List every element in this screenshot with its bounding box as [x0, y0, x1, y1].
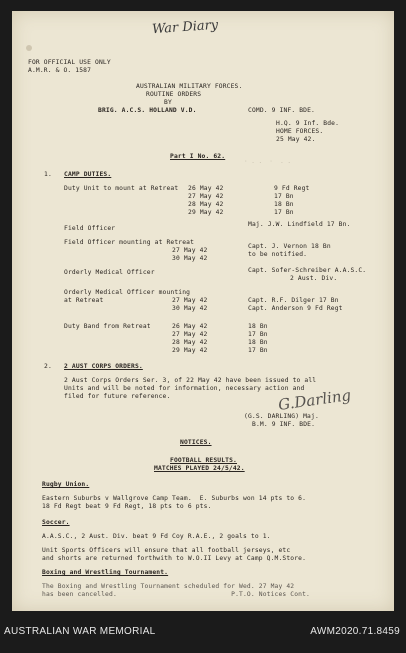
band-date: 28 May 42 [172, 339, 208, 346]
duty-unit-label: Duty Unit to mount at Retreat [64, 185, 179, 192]
section-title: 2 AUST CORPS ORDERS. [64, 363, 143, 370]
omo-unit: 2 Aust. Div. [290, 275, 338, 282]
omo-retreat-name: Capt. R.F. Dilger 17 Bn [248, 297, 339, 304]
duty-unit: 18 Bn [274, 201, 294, 208]
signatory-name: (G.S. DARLING) Maj. [244, 413, 319, 420]
section-title: CAMP DUTIES. [64, 171, 112, 178]
signature-handwritten: G.Darling [277, 385, 353, 415]
omo-value: Capt. Sofer-Schreiber A.A.S.C. [248, 267, 367, 274]
duty-date: 28 May 42 [188, 201, 224, 208]
fo-retreat-date: 30 May 42 [172, 255, 208, 262]
fo-retreat-name: to be notified. [248, 251, 308, 258]
boxing-line: has been cancelled. P.T.O. Notices Cont. [42, 591, 310, 598]
footer-accession-number: AWM2020.71.8459 [310, 626, 400, 637]
section-number: 1. [44, 171, 52, 178]
part-heading: Part I No. 62. [170, 153, 226, 160]
band-unit: 17 Bn [248, 331, 268, 338]
band-date: 26 May 42 [172, 323, 208, 330]
omo-retreat-label: Orderly Medical Officer mounting [64, 289, 191, 296]
rugby-line: 18 Fd Regt beat 9 Fd Regt, 18 pts to 6 pts. [42, 503, 212, 510]
fo-retreat-name: Capt. J. Vernon 18 Bn [248, 243, 331, 250]
band-unit: 18 Bn [248, 323, 268, 330]
duty-date: 26 May 42 [188, 185, 224, 192]
forces-line: HOME FORCES. [276, 128, 324, 135]
omo-label: Orderly Medical Officer [64, 269, 155, 276]
soccer-title: Soccer. [42, 519, 70, 526]
duty-unit: 17 Bn [274, 193, 294, 200]
rugby-title: Rugby Union. [42, 481, 90, 488]
commander-name: BRIG. A.C.S. HOLLAND V.D. [98, 107, 197, 114]
handwritten-title: War Diary [151, 17, 219, 38]
notices-heading: NOTICES. [180, 439, 212, 446]
soccer-line: and shorts are returned forthwith to W.O.II Levy at Camp Q.M.Store. [42, 555, 307, 562]
fo-retreat-date: 27 May 42 [172, 247, 208, 254]
signatory-title: B.M. 9 INF. BDE. [252, 421, 316, 428]
boxing-line: The Boxing and Wrestling Tournament scheduled for Wed. 27 May 42 [42, 583, 295, 590]
punch-hole [26, 45, 32, 51]
section-body-line: filed for future reference. [64, 393, 171, 400]
football-subheading: MATCHES PLAYED 24/5/42. [154, 465, 245, 472]
document-page: War Diary FOR OFFICIAL USE ONLY A.M.R. & O. 1587 AUSTRALIAN MILITARY FORCES. ROUTINE ORDERS BY BRIG. A.C.S. HOLLAND V.D. COMD. 9 INF. BDE. H.Q. 9 Inf. Bde. HOME FORCES. 25 May 42. Part I No. 62. · . . · . . 1. CAMP DUTIES. Duty Unit to mount at Retreat 26 May 42 9 Fd Regt 27 May 42 17 Bn 28 May 42 18 Bn 29 May 42 17 Bn Field Officer Maj. J.W. Lindfield 17 Bn. Field Officer mounting at Retreat 27 May 42 Capt. J. Vernon 18 Bn 30 May 42 to be notified. Orderly Medical Officer Capt. Sofer-Schreiber A.A.S.C. 2 Aust. Div. Orderly Medical Officer mounting at Retreat 27 May 42 Capt. R.F. Dilger 17 Bn 30 May 42 Capt. Anderson 9 Fd Regt Duty Band from Retreat 26 May 42 18 Bn 27 May 42 17 Bn 28 May 42 18 Bn 29 May 42 17 Bn 2. 2 AUST CORPS ORDERS. 2 Aust Corps Orders Ser. 3, of 22 May 42 have been issued to all Units and will be noted for information, necessary action and filed for future reference. G.Darling (G.S. DARLING) Maj. B.M. 9 INF. BDE. NOTICES. FOOTBALL RESULTS. MATCHES PLAYED 24/5/42. Rugby Union. Eastern Suburbs v Wallgrove Camp Team. E. Suburbs won 14 pts to 6. 18 Fd Regt beat 9 Fd Regt, 18 pts to 6 pts. Soccer. A.A.S.C., 2 Aust. Div. beat 9 Fd Coy R.A.E., 2 goals to 1. Unit Sports Officers will ensure that all football jerseys, etc and shorts are returned forthwith to W.O.II Levy at Camp Q.M.Store. Boxing and Wrestling Tournament. The Boxing and Wrestling Tournament scheduled for Wed. 27 May 42 has been cancelled. P.T.O. Notices Cont. [12, 11, 394, 611]
band-unit: 18 Bn [248, 339, 268, 346]
form-reference: A.M.R. & O. 1587 [28, 67, 92, 74]
soccer-line: Unit Sports Officers will ensure that all football jerseys, etc [42, 547, 291, 554]
band-date: 29 May 42 [172, 347, 208, 354]
boxing-title: Boxing and Wrestling Tournament. [42, 569, 169, 576]
order-date: 25 May 42. [276, 136, 316, 143]
band-unit: 17 Bn [248, 347, 268, 354]
footer-institution: AUSTRALIAN WAR MEMORIAL [4, 626, 156, 637]
footer-bar [0, 612, 406, 653]
duty-unit: 17 Bn [274, 209, 294, 216]
section-body-line: 2 Aust Corps Orders Ser. 3, of 22 May 42 have been issued to all [64, 377, 317, 384]
hq-line: H.Q. 9 Inf. Bde. [276, 120, 340, 127]
section-body-line: Units and will be noted for information, necessary action and [64, 385, 305, 392]
org-heading: AUSTRALIAN MILITARY FORCES. [136, 83, 243, 90]
duty-unit: 9 Fd Regt [274, 185, 310, 192]
orders-heading: ROUTINE ORDERS [146, 91, 202, 98]
field-officer-label: Field Officer [64, 225, 116, 232]
commander-title: COMD. 9 INF. BDE. [248, 107, 315, 114]
omo-retreat-name: Capt. Anderson 9 Fd Regt [248, 305, 343, 312]
by-line: BY [164, 99, 172, 106]
football-heading: FOOTBALL RESULTS. [170, 457, 237, 464]
fo-retreat-label: Field Officer mounting at Retreat [64, 239, 195, 246]
rugby-line: Eastern Suburbs v Wallgrove Camp Team. E. Suburbs won 14 pts to 6. [42, 495, 307, 502]
omo-retreat-date: 30 May 42 [172, 305, 208, 312]
duty-date: 29 May 42 [188, 209, 224, 216]
duty-date: 27 May 42 [188, 193, 224, 200]
security-classification: FOR OFFICIAL USE ONLY [28, 59, 111, 66]
omo-retreat-date: 27 May 42 [172, 297, 208, 304]
field-officer-value: Maj. J.W. Lindfield 17 Bn. [248, 221, 351, 228]
omo-retreat-label-2: at Retreat [64, 297, 104, 304]
band-label: Duty Band from Retreat [64, 323, 151, 330]
soccer-line: A.A.S.C., 2 Aust. Div. beat 9 Fd Coy R.A.E., 2 goals to 1. [42, 533, 271, 540]
section-number: 2. [44, 363, 52, 370]
band-date: 27 May 42 [172, 331, 208, 338]
